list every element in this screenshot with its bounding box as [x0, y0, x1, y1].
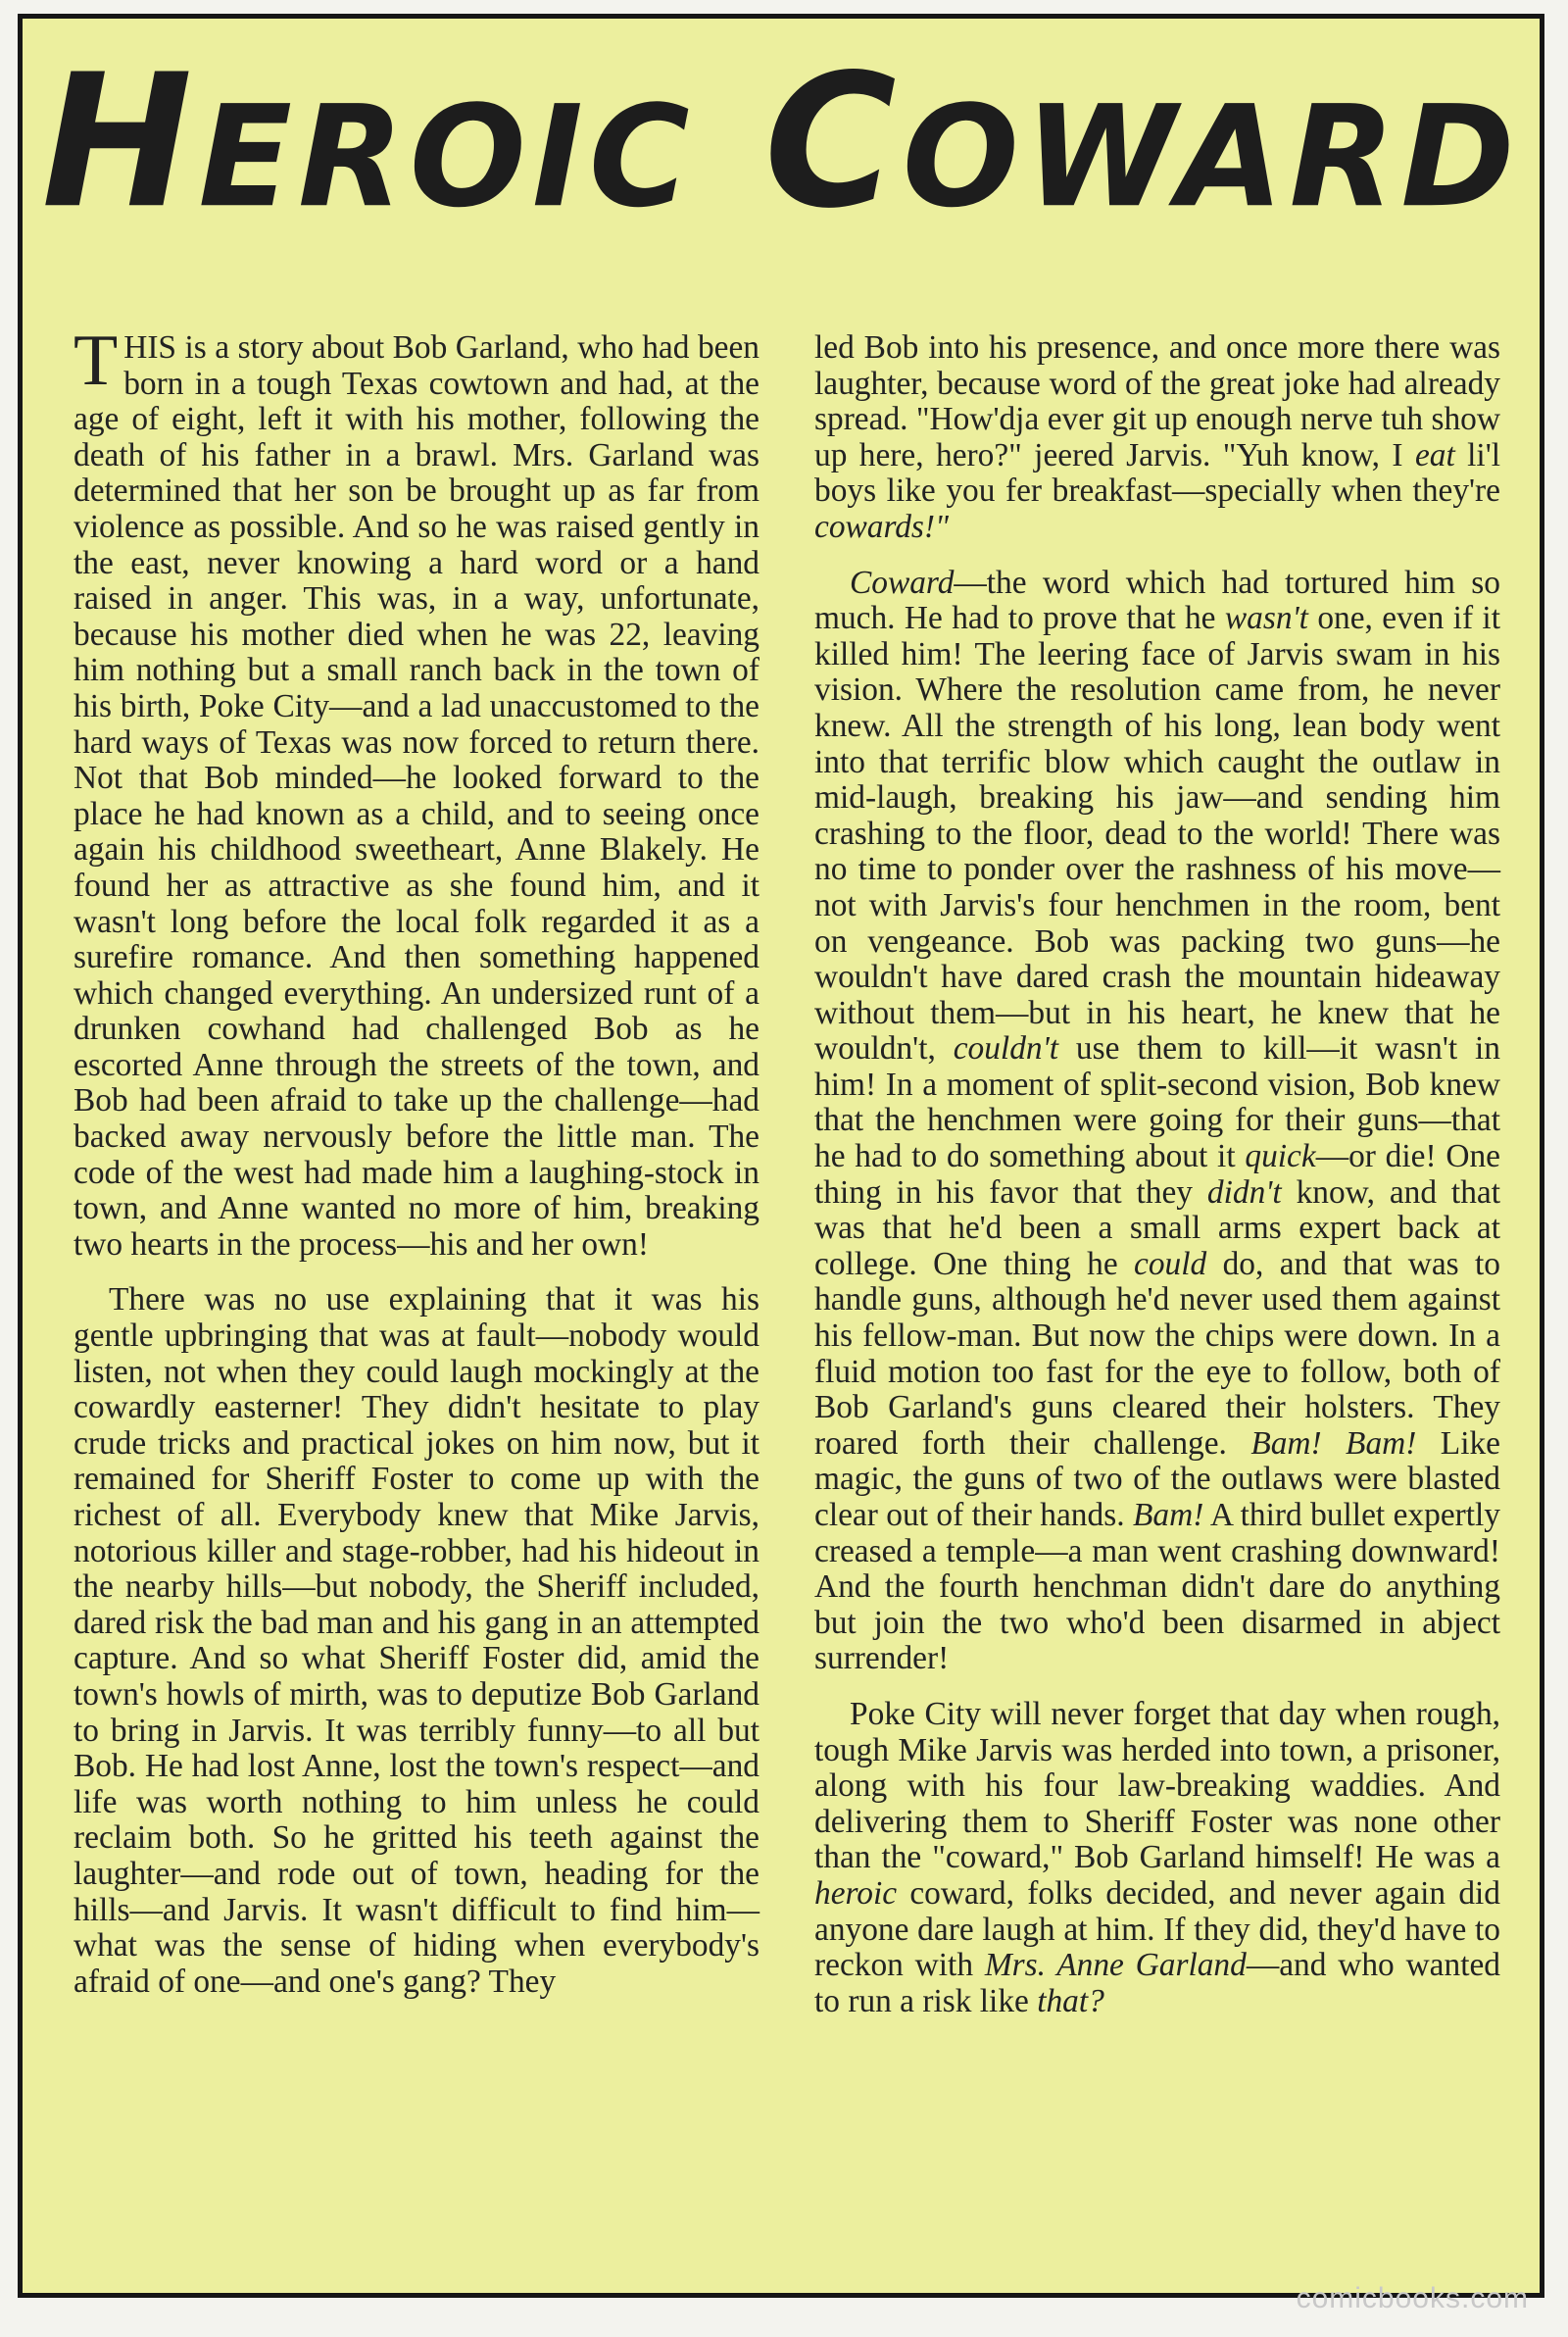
text-run: A third bullet expertly creased a temple—a man went crashing downward! And the fourth henchman didn't dare do anything but join the two who'd been disarmed in abject surrender! [814, 1497, 1501, 1677]
left-column [74, 321, 760, 2000]
story-title [23, 34, 1540, 250]
text-run: use them to kill—it wasn't in him! In a moment of split-second vision, Bob knew that the henchmen were going for their guns—that he had to do something about it [814, 1030, 1500, 1175]
paragraph-2 [74, 1282, 760, 2000]
italic-run: cowards!" [814, 508, 950, 545]
italic-run: eat [1414, 436, 1455, 473]
title-word2-initial: C [763, 34, 903, 250]
text-run: one, even if it killed him! The leering face of Jarvis swam in his vision. Where the resolution came from, he never knew. All the strength of his long, lean body went into that terrific blow which caught the outlaw in mid-laugh, breaking his jaw—and sending him crashing to the floor, dead to the world! There was no time to ponder over the rashness of his move—not with Jarvis's four henchmen in the room, bent on vengeance. Bob was packing two guns—he wouldn't have dared crash the mountain hideaway without them—but in his heart, he knew that he wouldn't, [814, 600, 1500, 1068]
paragraph-1 [74, 321, 760, 1263]
text-run: —or die! One thing in his favor that they [814, 1138, 1500, 1211]
italic-run: heroic [814, 1874, 898, 1912]
right-column [814, 330, 1500, 2019]
italic-run: could [1134, 1245, 1207, 1282]
text-run: li'l boys like you fer breakfast—specially when they're [814, 436, 1500, 510]
text-run: know, and that was that he'd been a small arms expert back at college. One thing he [814, 1173, 1500, 1282]
text-run: do, and that was to handle guns, although he'd never used them against his fellow-man. But now the chips were down. In a fluid motion too fast for the eye to follow, both of Bob Garland's guns cleared their holsters. They roared forth their challenge. [814, 1245, 1500, 1462]
paragraph-3 [814, 566, 1500, 1677]
italic-run: couldn't [953, 1030, 1059, 1068]
italic-run: that? [1037, 1982, 1104, 2019]
text-run: —the word which had tortured him so much. He had to prove that he [814, 564, 1500, 637]
paragraph-1-text: HIS is a story about Bob Garland, who had been born in a tough Texas cowtown and had, at the age of eight, left it with his mother, following the death of his father in a brawl. Mrs. Garland was determined that her son be brought up as far from violence as possible. And so he was raised gently in the east, never knowing a hard word or a hand raised in anger. This was, in a way, unfortunate, because his mother died when he was 22, leaving him nothing but a small ranch back in the town of his birth, Poke City—and a lad unaccustomed to the hard ways of Texas was now forced to return there. Not that Bob minded—he looked forward to the place he had known as a child, and to seeing once again his childhood sweetheart, Anne Blakely. He found her as attractive as she found him, and it wasn't long before the local folk regarded it as a surefire romance. And then something happened which changed everything. An undersized runt of a drunken cowhand had challenged Bob as he escorted Anne through the streets of the town, and Bob had been afraid to take up the challenge—had backed away nervously before the little man. The code of the west had made him a laughing-stock in town, and Anne wanted no more of him, breaking two hearts in the process—his and her own! [74, 329, 760, 1263]
paragraph-2-text: There was no use explaining that it was his gentle upbringing that was at fault—nobody would listen, not when they could laugh mockingly at the cowardly easterner! They didn't hesitate to play crude tricks and practical jokes on him now, but it remained for Sheriff Foster to come up with the richest of all. Everybody knew that Mike Jarvis, notorious killer and stage-robber, had his hideout in the nearby hills—but nobody, the Sheriff included, dared risk the bad man and his gang in an attempted capture. And so what Sheriff Foster did, amid the town's howls of mirth, was to deputize Bob Garland to bring in Jarvis. It was terribly funny—to all but Bob. He had lost Anne, lost the town's respect—and life was worth nothing to him unless he could reclaim both. So he gritted his teeth against the laughter—and rode out of town, heading for the hills—and Jarvis. It wasn't difficult to find him—what was the sense of hiding when everybody's afraid of one—and one's gang? They [74, 1281, 760, 2000]
italic-run: Bam! [1132, 1497, 1204, 1533]
italic-run: quick [1245, 1138, 1316, 1175]
paragraph-4 [814, 1697, 1500, 2019]
italic-run: Bam! Bam! [1250, 1424, 1417, 1462]
italic-run: wasn't [1224, 600, 1308, 637]
paragraph-continued [814, 330, 1500, 546]
title-word1-initial: H [41, 34, 199, 250]
text-run: Like magic, the guns of two of the outlaws were blasted clear out of their hands. [814, 1424, 1500, 1533]
text-run: led Bob into his presence, and once more there was laughter, because word of the great joke had already spread. "How'dja ever git up enough nerve tuh show up here, hero?" jeered Jarvis. "Yuh know, I [814, 329, 1500, 473]
title-word2-rest: OWARD [902, 75, 1521, 239]
watermark: comicbooks.com [1296, 2282, 1529, 2314]
drop-cap: T [74, 321, 119, 401]
text-run: —and who wanted to run a risk like [814, 1947, 1500, 2019]
text-run: Poke City will never forget that day when rough, tough Mike Jarvis was herded into town, a prisoner, along with his four law-breaking waddies. And delivering them to Sheriff Foster was none other than the "coward," Bob Garland himself! He was a [814, 1695, 1500, 1876]
italic-run: Mrs. Anne Garland [984, 1947, 1247, 1984]
italic-run: didn't [1206, 1173, 1282, 1211]
story-panel [18, 14, 1544, 2298]
italic-run: Coward [850, 564, 955, 601]
title-word1-rest: EROIC [198, 75, 696, 239]
text-run: coward, folks decided, and never again did anyone dare laugh at him. If they did, they'd have to reckon with [814, 1874, 1500, 1984]
